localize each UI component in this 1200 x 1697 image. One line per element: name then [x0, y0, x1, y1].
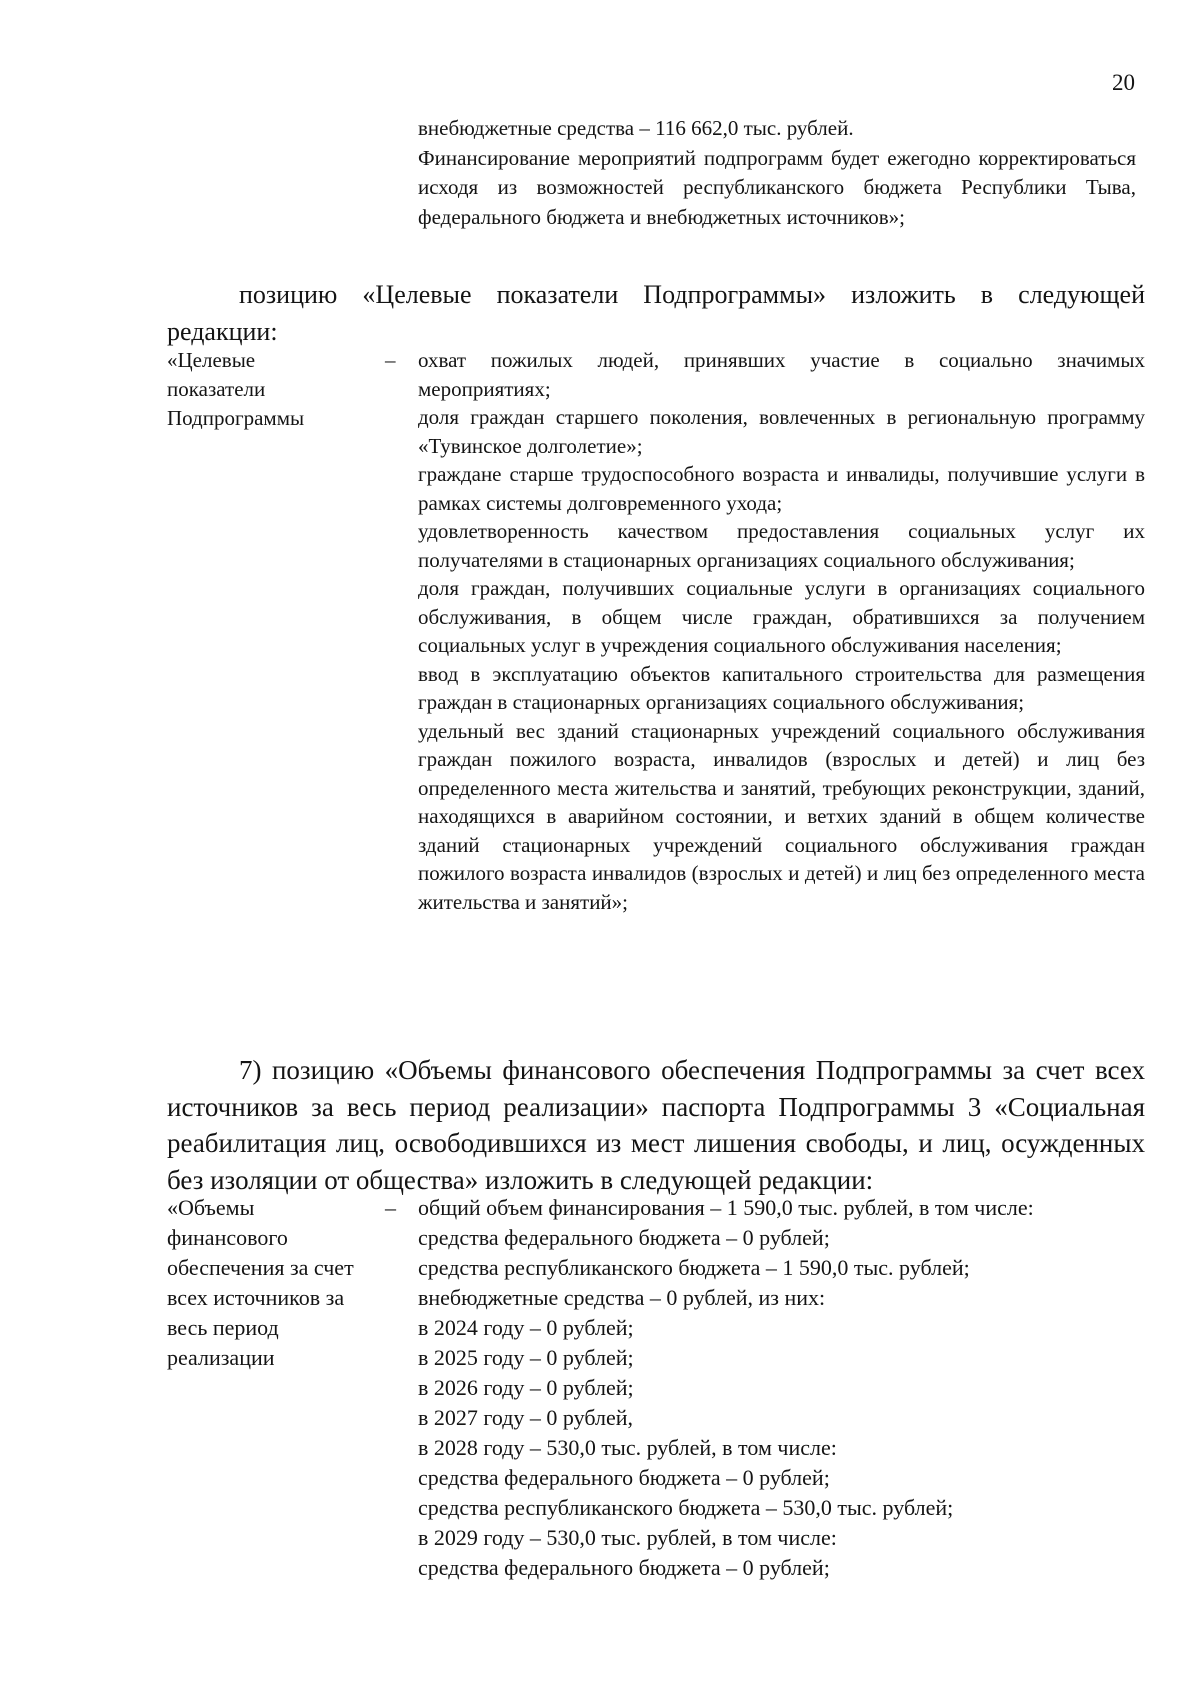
finance-item: в 2026 году – 0 рублей;	[418, 1375, 634, 1400]
target-item: граждане старше трудоспособного возраста и инвалиды, получившие услуги в рамках системы долговременного ухода;	[418, 462, 1145, 515]
targets-section-heading	[167, 276, 1145, 350]
targets-list	[418, 346, 1145, 916]
target-item: доля граждан старшего поколения, вовлеченных в региональную программу «Тувинское долголетие»;	[418, 405, 1145, 458]
target-item: удельный вес зданий стационарных учреждений социального обслуживания граждан пожилого возраста, инвалидов (взрослых и детей) и лиц без определенного места жительства и занятий, требующих реконструкции, зданий, находящихся в аварийном состоянии, и ветхих зданий в общем количестве зданий стационарных учреждений социального обслуживания граждан пожилого возраста инвалидов (взрослых и детей) и лиц без определенного места жительства и занятий»;	[418, 718, 1145, 914]
finance-item: средства республиканского бюджета – 530,0 тыс. рублей;	[418, 1495, 954, 1520]
finance-item: в 2029 году – 530,0 тыс. рублей, в том числе:	[418, 1525, 837, 1550]
target-item: охват пожилых людей, принявших участие в социально значимых мероприятиях;	[418, 348, 1145, 401]
finance-item: средства федерального бюджета – 0 рублей;	[418, 1225, 830, 1250]
extrabudget-line: внебюджетные средства – 116 662,0 тыс. рублей.	[418, 116, 854, 140]
finance-row	[167, 1193, 1145, 1613]
finance-item: в 2027 году – 0 рублей,	[418, 1405, 634, 1430]
target-item: удовлетворенность качеством предоставления социальных услуг их получателями в стационарных организациях социального обслуживания;	[418, 519, 1145, 572]
finance-item: средства республиканского бюджета – 1 590,0 тыс. рублей;	[418, 1255, 970, 1280]
targets-row	[167, 346, 1145, 986]
target-item: доля граждан, получивших социальные услуги в организациях социального обслуживания, в общем числе граждан, обратившихся за получением социальных услуг в учреждения социального обслуживания населения;	[418, 576, 1145, 657]
target-item: ввод в эксплуатацию объектов капитального строительства для размещения граждан в стационарных организациях социального обслуживания;	[418, 661, 1145, 714]
finance-list	[418, 1193, 1145, 1583]
finance-heading-text: 7) позицию «Объемы финансового обеспечения Подпрограммы за счет всех источников за весь период реализации» паспорта Подпрограммы 3 «Социальная реабилитация лиц, освободившихся из мест лишения свободы, и лиц, осужденных без изоляции от общества» изложить в следующей редакции:	[167, 1055, 1145, 1195]
finance-label: «Объемы финансового обеспечения за счет всех источников за весь период реализации	[167, 1195, 354, 1370]
finance-item: в 2024 году – 0 рублей;	[418, 1315, 634, 1340]
finance-item: внебюджетные средства – 0 рублей, из них:	[418, 1285, 826, 1310]
finance-item: общий объем финансирования – 1 590,0 тыс. рублей, в том числе:	[418, 1195, 1034, 1220]
finance-item: в 2025 году – 0 рублей;	[418, 1345, 634, 1370]
finance-dash: –	[385, 1195, 396, 1220]
finance-item: средства федерального бюджета – 0 рублей;	[418, 1465, 830, 1490]
page-number: 20	[1112, 70, 1135, 95]
finance-item: средства федерального бюджета – 0 рублей;	[418, 1555, 830, 1580]
financing-adjustment-paragraph: Финансирование мероприятий подпрограмм будет ежегодно корректироваться исходя из возможностей республиканского бюджета Республики Тыва, федерального бюджета и внебюджетных источников»;	[418, 145, 1136, 229]
targets-heading-text: позицию «Целевые показатели Подпрограммы» изложить в следующей редакции:	[167, 280, 1145, 346]
targets-label: «Целевые показатели Подпрограммы	[167, 348, 305, 430]
finance-item: в 2028 году – 530,0 тыс. рублей, в том числе:	[418, 1435, 837, 1460]
targets-dash: –	[385, 348, 396, 372]
finance-section-heading	[167, 1052, 1145, 1198]
financing-continuation	[418, 114, 1136, 232]
